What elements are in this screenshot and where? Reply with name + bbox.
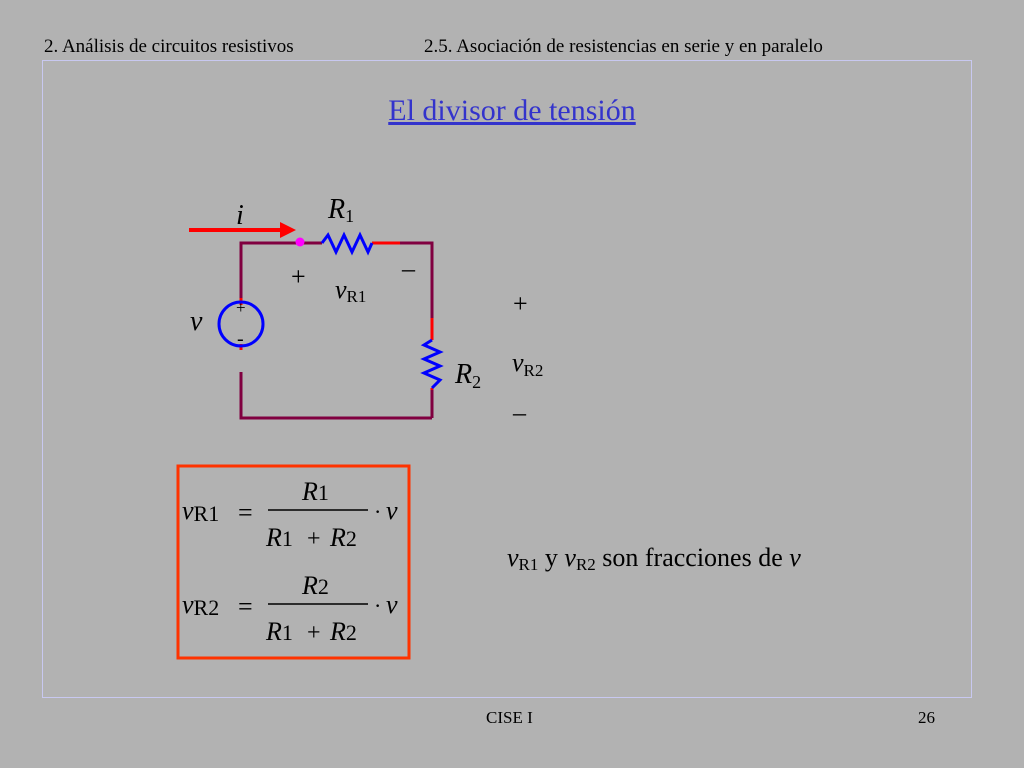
vr1-label: vR1 <box>335 275 367 306</box>
svg-text:=: = <box>238 592 253 621</box>
formula-box <box>178 466 409 658</box>
statement-v2-sub: R2 <box>575 555 596 574</box>
svg-text:R2: R2 <box>302 571 329 600</box>
svg-text:+: + <box>307 526 321 552</box>
source-plus: + <box>236 298 246 317</box>
svg-text:R2: R2 <box>330 523 357 552</box>
svg-text:·: · <box>374 593 382 618</box>
node-dot <box>296 238 305 247</box>
svg-text:R1: R1 <box>302 477 329 506</box>
svg-text:=: = <box>238 498 253 527</box>
formula-vr2 <box>182 571 398 646</box>
resistor-r1 <box>322 235 372 252</box>
resistor-r2 <box>424 340 440 388</box>
footer-course: CISE I <box>486 708 533 727</box>
statement-v1: v <box>507 543 519 572</box>
divider-statement <box>507 543 801 575</box>
vr1-minus: – <box>402 254 415 283</box>
statement-v1-sub: R1 <box>518 555 539 574</box>
source-voltage-label: v <box>190 306 203 337</box>
svg-text:·: · <box>374 499 382 524</box>
svg-text:vR2: vR2 <box>182 590 220 620</box>
statement-v: v <box>789 543 801 572</box>
slide-title: El divisor de tensión <box>388 94 636 127</box>
current-label: i <box>236 200 244 231</box>
header-chapter: 2. Análisis de circuitos resistivos <box>44 36 294 57</box>
r1-label: R1 <box>328 194 355 226</box>
r2-label: R2 <box>455 359 482 392</box>
svg-text:v: v <box>386 590 398 619</box>
svg-text:R1: R1 <box>266 617 293 646</box>
source-minus: - <box>237 328 244 350</box>
svg-text:+: + <box>307 620 321 646</box>
vr2-plus: + <box>513 289 528 318</box>
current-arrowhead <box>280 222 296 238</box>
svg-text:v: v <box>386 496 398 525</box>
svg-text:vR1: vR1 <box>182 496 220 526</box>
statement-text: son fracciones de <box>602 543 783 572</box>
svg-text:R1: R1 <box>266 523 293 552</box>
svg-text:R2: R2 <box>330 617 357 646</box>
page-number: 26 <box>918 708 935 727</box>
vr2-minus: – <box>513 398 526 427</box>
formula-vr1 <box>182 477 398 552</box>
header-section: 2.5. Asociación de resistencias en serie y en paralelo <box>424 36 823 57</box>
statement-y: y <box>544 543 558 572</box>
vr2-label: vR2 <box>512 348 544 380</box>
vr1-plus: + <box>291 262 306 291</box>
statement-v2: v <box>564 543 576 572</box>
